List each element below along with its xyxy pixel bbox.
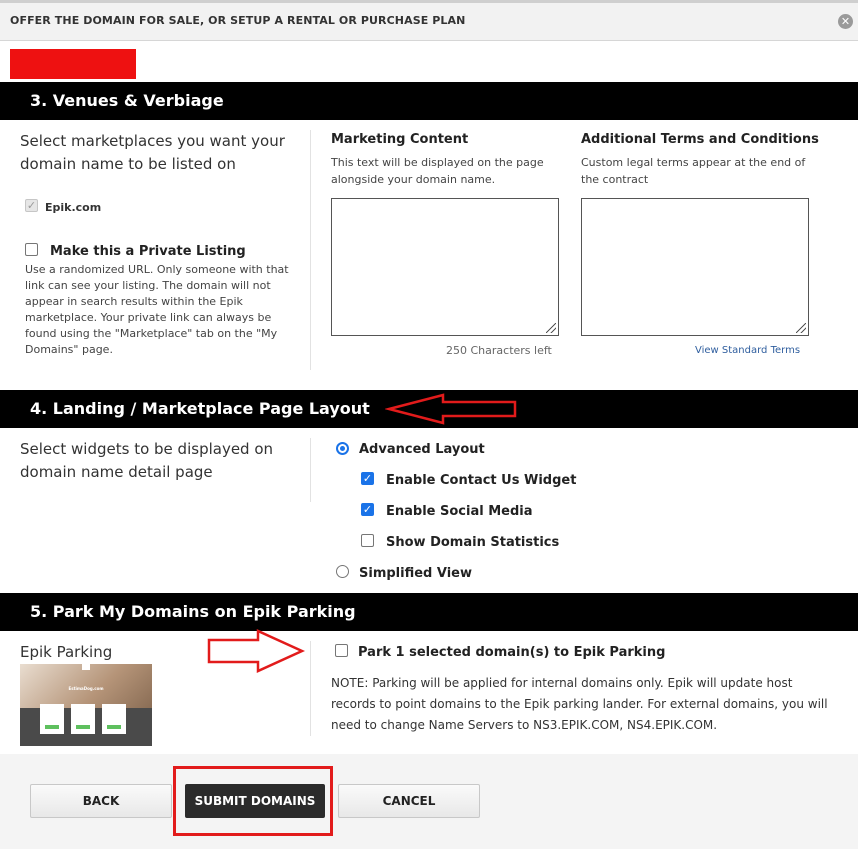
park-domains-checkbox[interactable] <box>335 644 348 657</box>
park-domains-label: Park 1 selected domain(s) to Epik Parking <box>358 645 666 660</box>
dialog-footer <box>0 754 858 849</box>
terms-desc: Custom legal terms appear at the end of the contract <box>581 156 806 186</box>
preview-site-name: EstimaDog.com <box>68 686 104 691</box>
section-5-divider <box>310 641 311 736</box>
annotation-arrow-right-icon <box>206 628 306 674</box>
social-media-checkbox[interactable]: ✓ <box>362 503 373 516</box>
section-3-title: 3. Venues & Verbiage <box>30 91 224 110</box>
advanced-layout-label: Advanced Layout <box>359 442 485 457</box>
epik-checkbox: ✓ <box>26 199 37 212</box>
redacted-block <box>10 49 136 79</box>
section-5-header <box>0 593 858 631</box>
marketplaces-lead: Select marketplaces you want your domain name to be listed on <box>20 132 285 173</box>
section-3-divider <box>310 130 311 370</box>
terms-textarea[interactable] <box>581 198 809 336</box>
cancel-button[interactable]: CANCEL <box>338 784 480 818</box>
social-media-label: Enable Social Media <box>386 504 533 519</box>
private-listing-desc: Use a randomized URL. Only someone with that link can see your listing. The domain will not appear in search results within the Epik marketplace. Your private link can always be found using the "Marketplace" tab on the "My Domains" page. <box>25 263 289 356</box>
section-3-header <box>0 82 858 120</box>
dialog-title: OFFER THE DOMAIN FOR SALE, OR SETUP A RENTAL OR PURCHASE PLAN <box>10 14 466 27</box>
marketing-content-desc: This text will be displayed on the page alongside your domain name. <box>331 156 544 186</box>
close-icon[interactable]: ✕ <box>838 14 853 29</box>
section-5-title: 5. Park My Domains on Epik Parking <box>30 602 356 621</box>
section-4-divider <box>310 438 311 502</box>
widgets-lead: Select widgets to be displayed on domain name detail page <box>20 440 274 481</box>
marketing-content-textarea[interactable] <box>331 198 559 336</box>
annotation-arrow-left-icon <box>385 392 520 426</box>
private-listing-checkbox[interactable] <box>25 243 38 256</box>
resize-grip-icon[interactable] <box>546 323 556 333</box>
back-button[interactable]: BACK <box>30 784 172 818</box>
private-listing-label: Make this a Private Listing <box>50 244 246 259</box>
epik-label: Epik.com <box>45 201 102 214</box>
terms-title: Additional Terms and Conditions <box>581 132 819 147</box>
parking-note: NOTE: Parking will be applied for internal domains only. Epik will update host records to point domains to the Epik parking lander. For external domains, you will need to change Name Servers to NS3.EPIK.COM, NS4.EPIK.COM. <box>331 676 828 732</box>
characters-left: 250 Characters left <box>446 344 552 357</box>
epik-parking-lead: Epik Parking <box>20 643 113 661</box>
marketing-content-title: Marketing Content <box>331 132 469 147</box>
contact-widget-label: Enable Contact Us Widget <box>386 473 577 488</box>
parking-preview-image <box>20 664 152 746</box>
submit-domains-button[interactable]: SUBMIT DOMAINS <box>185 784 325 818</box>
domain-statistics-checkbox[interactable] <box>361 534 374 547</box>
section-4-title: 4. Landing / Marketplace Page Layout <box>30 399 370 418</box>
resize-grip-icon[interactable] <box>796 323 806 333</box>
simplified-view-radio[interactable] <box>336 565 349 578</box>
dialog-title-bar <box>0 3 858 41</box>
advanced-layout-radio[interactable] <box>336 442 349 455</box>
domain-statistics-label: Show Domain Statistics <box>386 535 560 550</box>
view-standard-terms-link[interactable]: View Standard Terms <box>695 345 801 356</box>
simplified-view-label: Simplified View <box>359 566 472 581</box>
contact-widget-checkbox[interactable]: ✓ <box>362 472 373 485</box>
